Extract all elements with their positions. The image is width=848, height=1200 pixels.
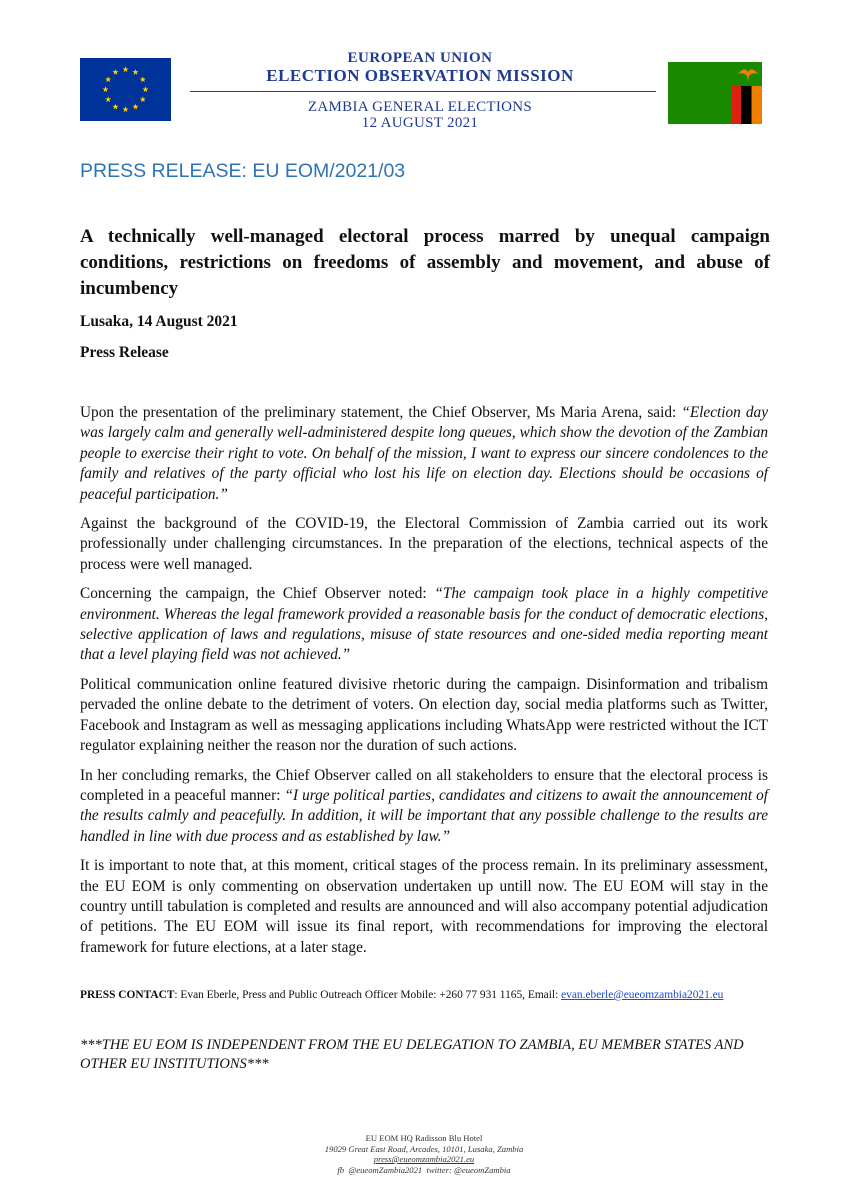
paragraph-3-quote: “The campaign took place in a highly competitive environment. Whereas the legal framework provided a reasonable basis for the conduct of democratic elections, selective application of laws and regulations, misuse of state resources and one-sided media reporting meant that a level playing field was not achieved.” (80, 585, 768, 664)
paragraph-2: Against the background of the COVID-19, the Electoral Commission of Zambia carried out its work professionally under challenging circumstances. In the preparation of the elections, technical aspects of the process were well managed. (80, 515, 768, 573)
footer-address-line2: 19029 Great East Road, Arcades, 10101, Lusaka, Zambia (324, 1143, 524, 1154)
paragraph-5-quote: “I urge political parties, candidates and citizens to await the announcement of the results calmly and peacefully. In addition, it will be important that any possible challenge to the results are handled in line with due process and as established by law.” (80, 786, 768, 845)
eu-flag-logo (80, 58, 171, 121)
paragraph-1 (80, 403, 768, 505)
press-contact (80, 989, 780, 1001)
twitter-label: twitter: (426, 1164, 452, 1175)
header-event-line1: ZAMBIA GENERAL ELECTIONS (307, 99, 533, 115)
facebook-label: fb (337, 1164, 345, 1175)
headline: A technically well-managed electoral process marred by unequal campaign conditions, restrictions on freedoms of assembly and movement, and abuse of incumbency (80, 226, 770, 299)
footer-address-line1: EU EOM HQ Radisson Blu Hotel (365, 1133, 483, 1143)
paragraph-3-intro: Concerning the campaign, the Chief Observer noted: (80, 585, 435, 603)
press-contact-text: : Evan Eberle, Press and Public Outreach Officer Mobile: +260 77 931 1165, Email: (174, 989, 562, 1001)
dateline: Lusaka, 14 August 2021 (80, 313, 238, 330)
header-org-line1: EUROPEAN UNION (347, 50, 493, 66)
zambia-flag-logo (668, 62, 762, 124)
press-contact-label: PRESS CONTACT (80, 989, 175, 1001)
paragraph-1-intro: Upon the presentation of the preliminary statement, the Chief Observer, Ms Maria Arena, said: (80, 404, 682, 421)
header-event-line2: 12 AUGUST 2021 (361, 115, 479, 131)
footer-social (0, 1165, 848, 1176)
header-org-line2: ELECTION OBSERVATION MISSION (266, 66, 574, 85)
paragraph-5 (80, 766, 768, 848)
paragraph-4: Political communication online featured divisive rhetoric during the campaign. Disinformation and tribalism pervaded the online debate to the detriment of voters. On election day, social media platforms such as Twitter, Facebook and Instagram as well as messaging applications including WhatsApp were restricted without the ICT regulator explaining neither the reason nor the duration of such actions. (80, 675, 768, 755)
paragraph-3 (80, 584, 768, 666)
paragraph-5-intro: In her concluding remarks, the Chief Observer called on all stakeholders to ensure that the electoral process is completed in a peaceful manner: (80, 766, 768, 804)
footer-email-link[interactable]: press@eueomzambia2021.eu (373, 1154, 475, 1164)
twitter-handle[interactable]: @eueomZambia (453, 1164, 511, 1175)
header-divider (190, 91, 656, 92)
document-kind: Press Release (80, 344, 169, 361)
footer (0, 1133, 848, 1175)
facebook-handle[interactable]: @eueomZambia2021 (348, 1164, 423, 1175)
press-release-title: PRESS RELEASE: EU EOM/2021/03 (80, 160, 406, 182)
paragraph-1-quote: “Election day was largely calm and generally well-administered despite long queues, which show the devotion of the Zambian people to exercise their right to vote. On behalf of the mission, I want to express our sincere condolences to the family and relatives of the party official who lost his life on election day. Elections should be occasions of peaceful participation.” (80, 404, 768, 503)
paragraph-6: It is important to note that, at this moment, critical stages of the process remain. In its preliminary assessment, the EU EOM is only commenting on observation undertaken up untill now. The EU EOM will stay in the country untill tabulation is completed and results are announced and will also accompany potential adjudication of petitions. The EU EOM will issue its final report, with recommendations for improving the electoral framework for future elections, at a later stage. (80, 857, 768, 956)
body-text (80, 403, 768, 967)
press-contact-email-link[interactable]: evan.eberle@eueomzambia2021.eu (561, 989, 724, 1001)
independence-disclaimer: ***THE EU EOM IS INDEPENDENT FROM THE EU DELEGATION TO ZAMBIA, EU MEMBER STATES AND OTHER EU INSTITUTIONS*** (80, 1037, 744, 1072)
